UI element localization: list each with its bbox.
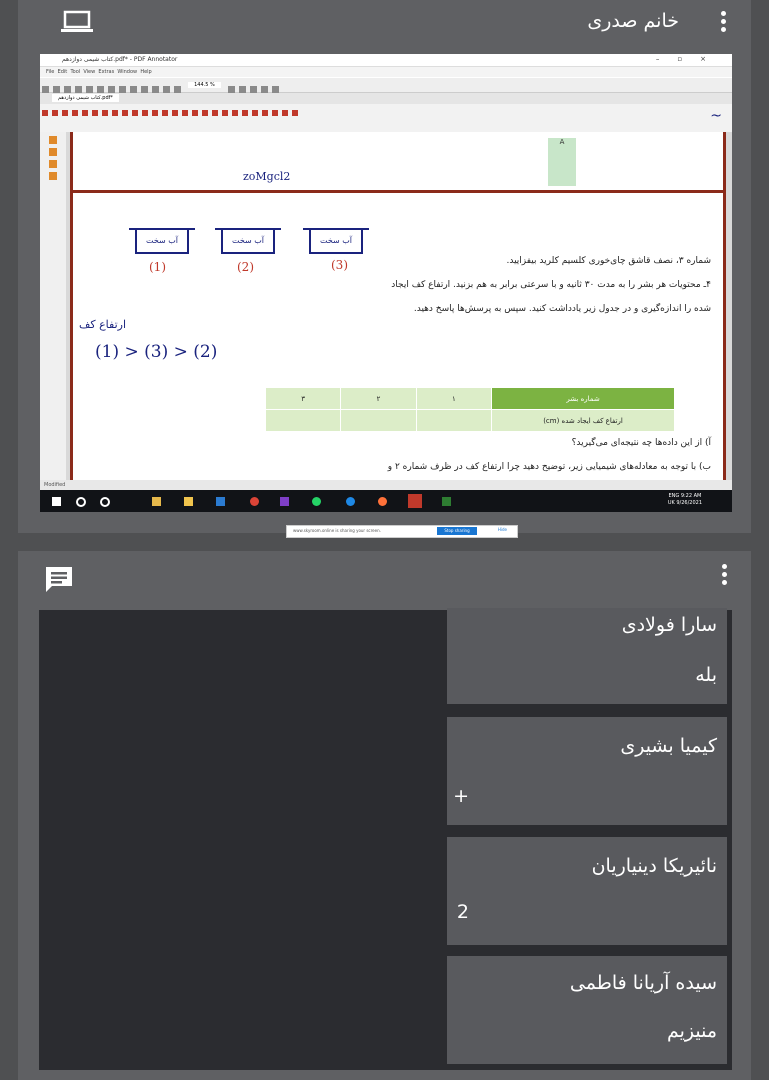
handwriting-formula: zoMgcl2 — [243, 170, 291, 183]
shared-screen — [40, 54, 732, 533]
question-a: آ) از این داده‌ها چه نتیجه‌ای می‌گیرید؟ — [571, 438, 711, 448]
app-titlebar — [40, 54, 732, 67]
table-cell — [341, 410, 416, 432]
handwriting-foam-label: ارتفاع کف — [79, 318, 127, 331]
beaker-3: آب سخت — [309, 228, 363, 254]
table-column-a — [548, 138, 576, 186]
app-statusbar — [40, 480, 732, 490]
chat-panel — [18, 551, 751, 1080]
table-cell: ۱ — [416, 388, 491, 410]
whatsapp-icon[interactable] — [312, 497, 321, 506]
table-cell: ۳ — [266, 388, 341, 410]
foam-table — [265, 387, 675, 432]
pdf-page — [70, 132, 726, 490]
start-icon[interactable] — [52, 497, 61, 506]
app-menubar — [40, 67, 732, 77]
chat-message — [447, 837, 727, 945]
message-sender: سیده آریانا فاطمی — [569, 972, 717, 994]
pdf-annotator-icon[interactable] — [408, 494, 422, 508]
presenter-name: خانم صدری — [587, 10, 679, 32]
system-tray-clock[interactable]: ENG 9:22 AM UK 9/26/2021 — [667, 493, 702, 506]
chat-messages — [39, 610, 732, 1070]
mail-icon[interactable] — [216, 497, 225, 506]
app-icon[interactable] — [442, 497, 451, 506]
store-icon[interactable] — [184, 497, 193, 506]
laptop-icon[interactable] — [60, 10, 94, 34]
message-sender: نائیریکا دینیاریان — [591, 855, 717, 877]
message-text: بله — [695, 664, 717, 686]
screen-share-panel — [18, 0, 751, 533]
message-text: 2 — [456, 901, 469, 923]
message-sender: سارا فولادی — [621, 614, 717, 636]
window-controls[interactable]: –▫× — [655, 55, 724, 63]
menu-window[interactable]: Window — [117, 69, 138, 75]
sharing-notification-bar — [286, 525, 518, 538]
main-toolbar — [40, 78, 732, 93]
page-divider — [73, 190, 723, 193]
window-title: کتاب شیمی دوازدهم.pdf* - PDF Annotator — [62, 56, 178, 63]
table-header: شماره بشر — [492, 388, 675, 410]
chat-menu-icon[interactable] — [721, 564, 727, 588]
search-icon[interactable] — [76, 497, 86, 507]
sharing-text: www.skyroom.online is sharing your screen. — [293, 528, 381, 533]
onenote-icon[interactable] — [280, 497, 289, 506]
column-label: A — [559, 138, 565, 146]
scribble-icon[interactable]: ~ — [710, 108, 722, 124]
menu-edit[interactable]: Edit — [57, 69, 68, 75]
table-cell: ۲ — [341, 388, 416, 410]
menu-view[interactable]: View — [83, 69, 96, 75]
cortana-icon[interactable] — [100, 497, 110, 507]
document-tab[interactable]: کتاب شیمی دوازدهم.pdf* — [52, 94, 119, 102]
skype-icon[interactable] — [346, 497, 355, 506]
menu-extras[interactable]: Extras — [98, 69, 115, 75]
firefox-icon[interactable] — [378, 497, 387, 506]
zoom-field[interactable]: 144.5 % — [188, 82, 221, 88]
table-cell — [266, 410, 341, 432]
beaker-number-1: (1) — [149, 260, 166, 274]
chat-message — [447, 717, 727, 825]
text-line-3: شده را اندازه‌گیری و در جدول زیر یادداشت کنید. سپس به پرسش‌ها پاسخ دهید. — [413, 304, 711, 314]
stop-sharing-button[interactable]: Stop sharing — [437, 527, 477, 535]
beaker-number-3: (3) — [331, 258, 348, 272]
side-panel-strip — [40, 132, 66, 490]
beaker-1: آب سخت — [135, 228, 189, 254]
hide-button[interactable]: Hide — [497, 527, 507, 532]
chat-icon[interactable] — [44, 565, 74, 593]
beaker-number-2: (2) — [237, 260, 254, 274]
handwriting-ranking: (1) > (3) > (2) — [95, 342, 218, 362]
chat-message — [447, 956, 727, 1064]
folder-icon[interactable] — [152, 497, 161, 506]
chrome-icon[interactable] — [250, 497, 259, 506]
text-line-1: شماره ۳، نصف قاشق چای‌خوری کلسیم کلرید بیفزایید. — [506, 256, 711, 266]
share-menu-icon[interactable] — [720, 11, 726, 35]
message-text: منیزیم — [666, 1020, 717, 1042]
status-text: Modified — [44, 482, 66, 488]
message-sender: کیمیا بشیری — [620, 735, 717, 757]
table-row-label: ارتفاع کف ایجاد شده (cm) — [492, 410, 675, 432]
chat-message — [447, 608, 727, 704]
windows-taskbar — [40, 490, 732, 512]
document-tabbar — [40, 93, 732, 104]
text-line-2: ۴ـ محتویات هر بشر را به مدت ۳۰ ثانیه و با سرعتی برابر به هم بزنید. ارتفاع کف ایجاد — [391, 280, 711, 290]
message-text: + — [453, 785, 469, 807]
menu-help[interactable]: Help — [140, 69, 152, 75]
table-cell — [416, 410, 491, 432]
menu-tool[interactable]: Tool — [70, 69, 81, 75]
question-b: ب) با توجه به معادله‌های شیمیایی زیر، توضیح دهید چرا ارتفاع کف در ظرف شماره ۲ و — [387, 462, 711, 472]
menu-file[interactable]: File — [46, 69, 55, 75]
annotation-toolbar — [40, 104, 732, 132]
beaker-2: آب سخت — [221, 228, 275, 254]
